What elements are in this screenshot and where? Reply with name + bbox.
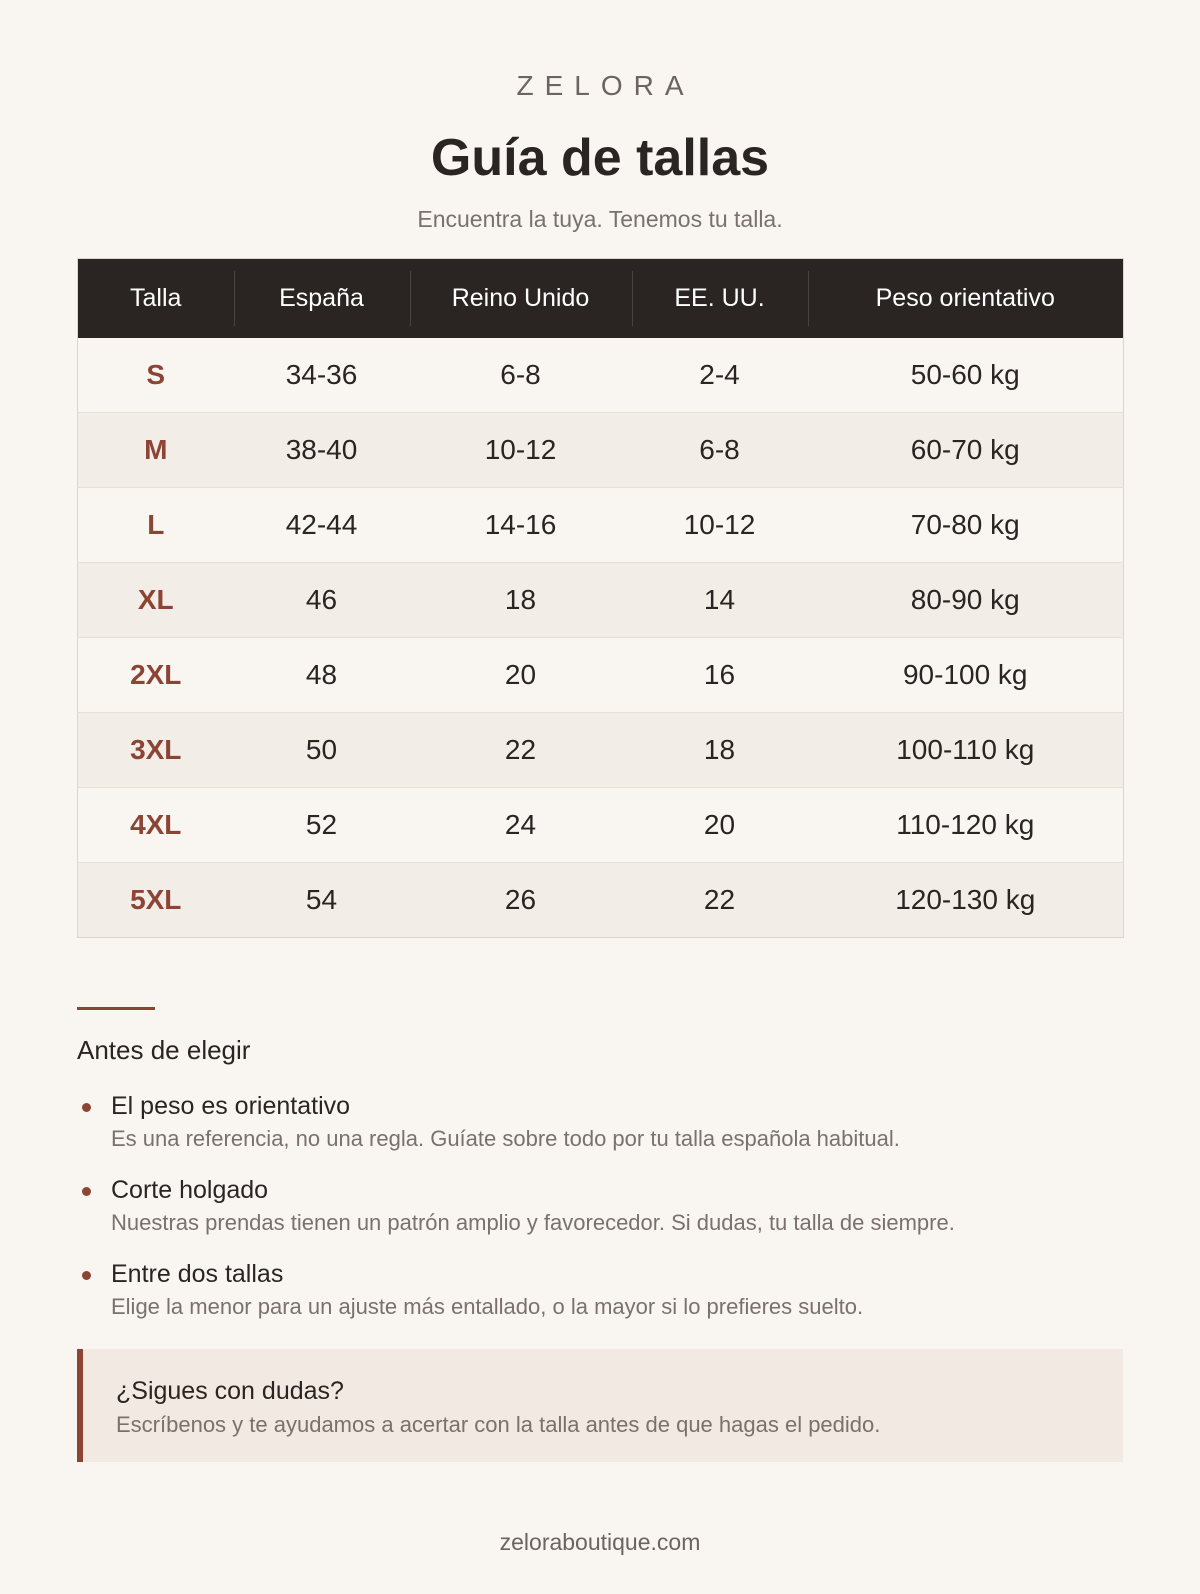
- tip-text: Elige la menor para un ajuste más entallado, o la mayor si lo prefieres suelto.: [111, 1294, 864, 1319]
- tips-heading: Antes de elegir: [77, 1035, 251, 1065]
- us-cell: 22: [703, 884, 736, 915]
- weight-cell: 60-70 kg: [910, 434, 1020, 465]
- page-title: Guía de tallas: [430, 129, 770, 187]
- tip-text: Nuestras prendas tienen un patrón amplio y favorecedor. Si dudas, tu talla de siempre.: [111, 1210, 955, 1235]
- brand-name: ZELORA: [516, 70, 695, 101]
- uk-cell: 6-8: [500, 358, 541, 390]
- uk-cell: 24: [504, 809, 537, 840]
- section-divider: [77, 1007, 155, 1010]
- weight-cell: 110-120 kg: [896, 809, 1035, 840]
- spain-cell: 34-36: [285, 358, 358, 390]
- table-row: [78, 488, 1124, 563]
- page-subtitle: Encuentra la tuya. Tenemos tu talla.: [417, 206, 783, 232]
- tip-title: El peso es orientativo: [111, 1092, 351, 1120]
- tip-title: Corte holgado: [111, 1176, 269, 1204]
- table-row: [78, 563, 1124, 638]
- size-table: [77, 258, 1124, 938]
- column-header-uk: Reino Unido: [410, 259, 632, 338]
- us-cell: 14: [703, 584, 736, 615]
- size-cell: L: [147, 509, 165, 540]
- uk-cell: 22: [504, 734, 537, 765]
- weight-cell: 90-100 kg: [902, 659, 1028, 690]
- table-row: [78, 413, 1124, 488]
- bullet-icon: [82, 1187, 91, 1196]
- size-cell: XL: [137, 584, 174, 615]
- column-header-us: EE. UU.: [632, 259, 808, 338]
- help-text: Escríbenos y te ayudamos a acertar con la talla antes de que hagas el pedido.: [116, 1412, 881, 1437]
- spain-cell: 46: [305, 584, 338, 615]
- uk-cell: 10-12: [484, 434, 557, 465]
- help-title: ¿Sigues con dudas?: [116, 1377, 344, 1405]
- spain-cell: 38-40: [285, 434, 358, 465]
- table-row: [78, 338, 1124, 413]
- website-link[interactable]: zeloraboutique.com: [499, 1529, 701, 1555]
- spain-cell: 52: [305, 809, 338, 840]
- table-row: [78, 788, 1124, 863]
- size-cell: 2XL: [130, 659, 182, 690]
- bullet-icon: [82, 1103, 91, 1112]
- size-cell: 5XL: [130, 884, 182, 915]
- uk-cell: 20: [504, 659, 537, 690]
- us-cell: 16: [703, 659, 736, 690]
- size-cell: M: [144, 434, 168, 465]
- weight-cell: 120-130 kg: [895, 884, 1036, 915]
- spain-cell: 54: [305, 884, 338, 915]
- table-row: [78, 863, 1124, 938]
- size-cell: 4XL: [130, 809, 182, 840]
- us-cell: 6-8: [699, 434, 740, 465]
- bullet-icon: [82, 1271, 91, 1280]
- us-cell: 18: [703, 734, 736, 765]
- weight-cell: 80-90 kg: [910, 584, 1020, 615]
- us-cell: 2-4: [699, 358, 740, 390]
- us-cell: 20: [703, 809, 736, 840]
- column-header-spain: España: [234, 259, 410, 338]
- weight-cell: 100-110 kg: [896, 734, 1035, 765]
- weight-cell: 70-80 kg: [910, 509, 1020, 540]
- uk-cell: 18: [504, 584, 537, 615]
- spain-cell: 50: [305, 734, 338, 765]
- column-header-size: Talla: [130, 283, 182, 312]
- size-cell: 3XL: [130, 734, 182, 765]
- help-callout: [77, 1349, 1123, 1462]
- size-cell: S: [146, 358, 166, 390]
- spain-cell: 48: [305, 659, 338, 690]
- table-header-row: [78, 259, 1124, 338]
- tip-title: Entre dos tallas: [111, 1260, 284, 1288]
- weight-cell: 50-60 kg: [910, 358, 1020, 390]
- column-header-weight: Peso orientativo: [808, 259, 1124, 338]
- uk-cell: 26: [504, 884, 537, 915]
- spain-cell: 42-44: [285, 509, 358, 540]
- uk-cell: 14-16: [484, 509, 557, 540]
- table-row: [78, 638, 1124, 713]
- tip-text: Es una referencia, no una regla. Guíate sobre todo por tu talla española habitual.: [111, 1126, 900, 1151]
- table-row: [78, 713, 1124, 788]
- us-cell: 10-12: [683, 509, 756, 540]
